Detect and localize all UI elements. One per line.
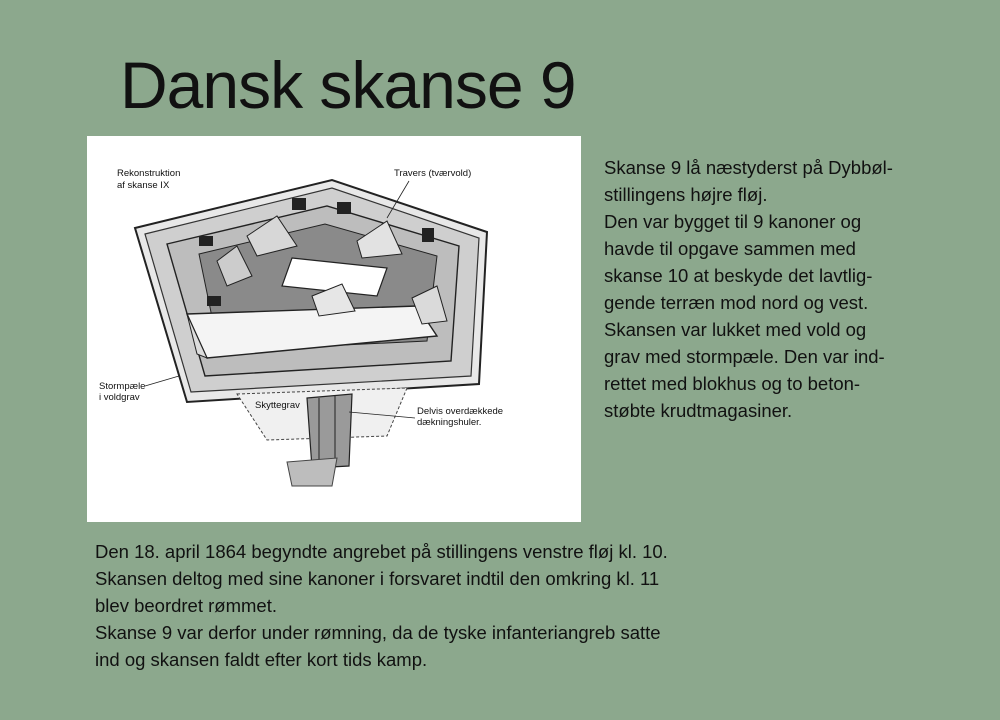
side-line: gende terræn mod nord og vest. [604,292,869,313]
side-line: støbte krudtmagasiner. [604,400,793,421]
side-line: Den var bygget til 9 kanoner og [604,211,862,232]
side-line: havde til opgave sammen med [604,238,856,259]
bottom-line: Den 18. april 1864 begyndte angrebet på stillingens venstre fløj kl. 10. [95,541,668,562]
bottom-line: blev beordret rømmet. [95,595,277,616]
side-line: grav med stormpæle. Den var ind- [604,346,885,367]
label-delvis-1: Delvis overdækkede [417,406,504,417]
side-line: stillingens højre fløj. [604,184,768,205]
side-line: skanse 10 at beskyde det lavtlig- [604,265,873,286]
label-reconstruction-2: af skanse IX [117,180,170,191]
fortification-illustration [87,136,581,522]
bottom-line: Skanse 9 var derfor under rømning, da de tyske infanteriangreb satte [95,622,661,643]
label-stormpaele-2: i voldgrav [99,392,140,403]
bottom-line: ind og skansen faldt efter kort tids kamp. [95,649,428,670]
bottom-line: Skansen deltog med sine kanoner i forsvaret indtil den omkring kl. 11 [95,568,660,589]
side-line: Skansen var lukket med vold og [604,319,867,340]
fortification-drawing [87,136,581,522]
side-line: rettet med blokhus og to beton- [604,373,861,394]
bottom-description [95,538,775,673]
page-title: Dansk skanse 9 [120,48,576,122]
label-delvis-2: dækningshuler. [417,417,482,428]
label-travers: Travers (tværvold) [394,168,472,179]
side-line: Skanse 9 lå næstyderst på Dybbøl- [604,157,893,178]
label-reconstruction-1: Rekonstruktion [117,168,181,179]
side-description [604,154,984,424]
label-skyttegrav: Skyttegrav [255,400,300,411]
label-stormpaele-1: Stormpæle [99,381,146,392]
